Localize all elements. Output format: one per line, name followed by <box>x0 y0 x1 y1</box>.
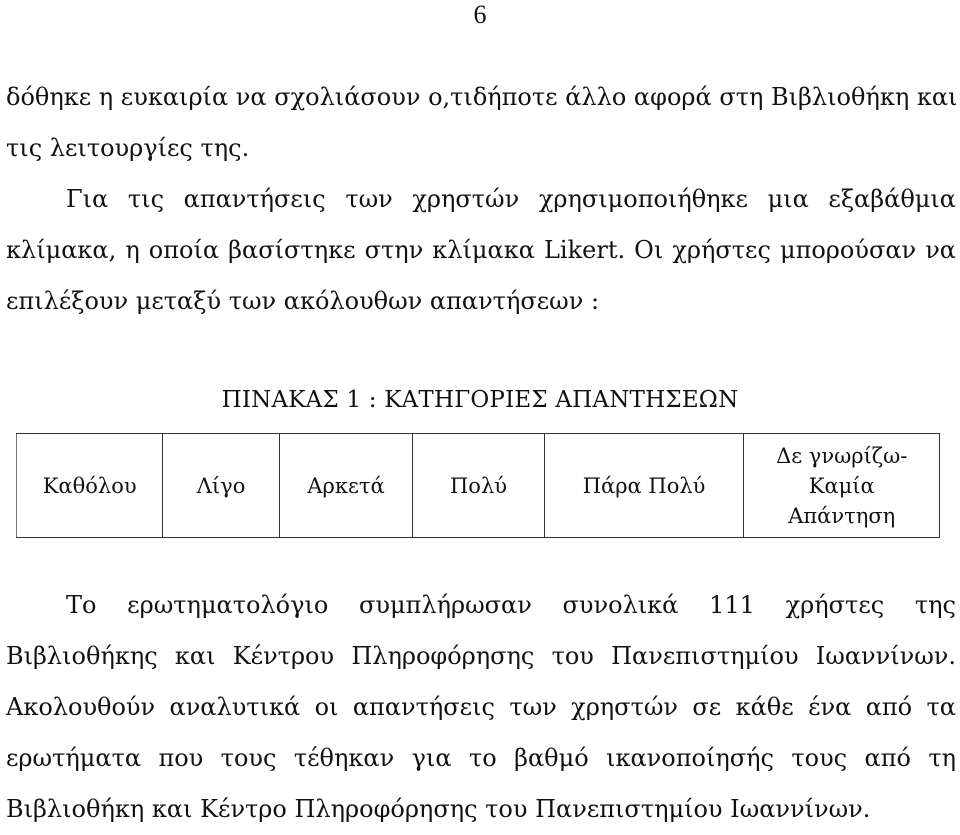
paragraph-results <box>6 580 956 835</box>
response-categories-table <box>16 433 940 538</box>
text-line: δόθηκε η ευκαιρία να σχολιάσουν ο,τιδήποτε άλλο αφορά στη Βιβλιοθήκη και <box>6 83 958 111</box>
paragraph-intro <box>6 72 956 327</box>
text-line: ερωτήματα που τους τέθηκαν για το βαθμό ικανοποίησής τους από τη <box>6 744 956 772</box>
text-line: Βιβλιοθήκης και Κέντρου Πληροφόρησης του Πανεπιστημίου Ιωαννίνων. <box>6 642 956 670</box>
table-cell-very-much: Πάρα Πολύ <box>544 434 744 538</box>
table-cell-much: Πολύ <box>413 434 544 538</box>
table-cell-enough: Αρκετά <box>279 434 413 538</box>
text-line: κλίμακα, η οποία βασίστηκε στην κλίμακα Likert. Οι χρήστες μπορούσαν να <box>6 236 956 264</box>
text-line: τις λειτουργίες της. <box>6 134 250 162</box>
table-cell-dont-know <box>744 434 940 538</box>
cell-line: Δε γνωρίζω- <box>776 443 908 468</box>
table-title: ΠΙΝΑΚΑΣ 1 : ΚΑΤΗΓΟΡΙΕΣ ΑΠΑΝΤΗΣΕΩΝ <box>221 387 739 413</box>
cell-line: Απάντηση <box>788 503 896 528</box>
page-number: 6 <box>473 0 487 29</box>
text-line: Το ερωτηματολόγιο συμπλήρωσαν συνολικά 111 χρήστες της <box>66 591 956 619</box>
table-cell-none: Καθόλου <box>17 434 163 538</box>
text-line: Για τις απαντήσεις των χρηστών χρησιμοποιήθηκε μια εξαβάθμια <box>66 185 956 213</box>
cell-line: Καμία <box>808 473 875 498</box>
table-cell-little: Λίγο <box>163 434 279 538</box>
text-line: Βιβλιοθήκη και Κέντρο Πληροφόρησης του Πανεπιστημίου Ιωαννίνων. <box>6 795 871 823</box>
text-line: Ακολουθούν αναλυτικά οι απαντήσεις των χρηστών σε κάθε ένα από τα <box>6 693 956 721</box>
text-line: επιλέξουν μεταξύ των ακόλουθων απαντήσεων : <box>6 287 600 315</box>
table-row <box>17 434 940 538</box>
